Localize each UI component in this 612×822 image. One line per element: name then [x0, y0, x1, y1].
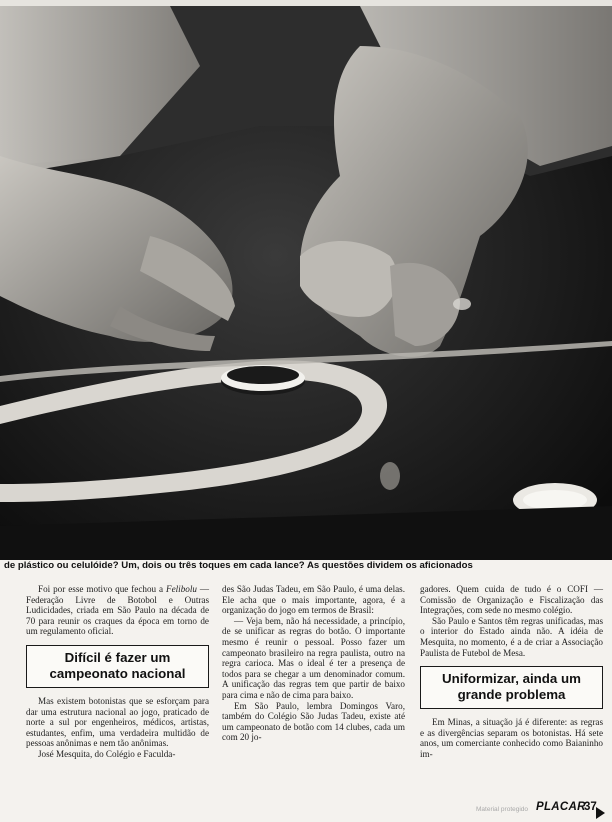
page-footer [476, 801, 606, 817]
photo-caption: de plástico ou celulóide? Um, dois ou três toques em cada lance? As questões dividem os aficionados [4, 560, 473, 571]
hands-flicking-plastic-disc-on-table-icon [0, 6, 612, 560]
emphasized-name: Felibolu [166, 584, 197, 594]
text-column-3 [420, 584, 603, 760]
paragraph: gadores. Quem cuida de tudo é o COFI — Comissão de Organização e Fiscalização das Integrações, com sede no mesmo colégio. [420, 584, 603, 616]
paragraph [26, 584, 209, 637]
paragraph-text: Foi por esse motivo que fechou a [38, 584, 167, 594]
protected-material-note: Material protegido [476, 806, 529, 813]
paragraph-text: — Federação Livre de Botobol e Outras Ludicidades, criada em São Paulo na década de 70 para reunir os craques da época em torno de um regulamento oficial. [26, 584, 209, 637]
text-column-1 [26, 584, 209, 760]
paragraph: José Mesquita, do Colégio e Faculda- [38, 748, 176, 759]
article-photo [0, 6, 612, 560]
magazine-brand: PLACAR [536, 801, 586, 813]
paragraph: des São Judas Tadeu, em São Paulo, é uma delas. Ele acha que o mais importante, agora, é a organização do jogo em termos de Brasil: [222, 584, 405, 616]
continue-arrow-icon [596, 807, 605, 819]
paragraph: Mas existem botonistas que se esforçam para dar uma estrutura nacional ao jogo, praticado de norte a sul por engenheiros, médicos, artistas, estudantes, enfim, uma verdadeira multidão de pessoas anônimas e nem tão anônimas. [26, 695, 209, 749]
page-number: 37 [584, 801, 597, 813]
section-headline: Difícil é fazer um campeonato nacional [26, 645, 209, 688]
paragraph: São Paulo e Santos têm regras unificadas, mas o interior do Estado ainda não. A idéia de Mesquita, no momento, é a de criar a Associação Paulista de Futebol de Mesa. [420, 615, 603, 658]
paragraph: Em São Paulo, lembra Domingos Varo, também do Colégio São Judas Tadeu, existe até um campeonato de botão com 14 clubes, cada um com 20 jo- [222, 700, 405, 743]
section-headline: Uniformizar, ainda um grande problema [420, 666, 603, 709]
text-column-2 [222, 584, 405, 743]
paragraph: Em Minas, a situação já é diferente: as regras e as divergências separam os botonistas. Há sete anos, um comerciante conhecido como Baianinho im- [420, 717, 603, 759]
paragraph: — Veja bem, não há necessidade, a princípio, de se unificar as regras do botão. O importante mesmo é reunir o pessoal. Posso fazer um campeonato brasileiro na regra paulista, outro na regra carioca. Mas o ideal é ter a presença de todos para se chegar a um denominador comum. A unificação das regras tem que partir de baixo para cima e não de cima para baixo. [222, 615, 405, 700]
